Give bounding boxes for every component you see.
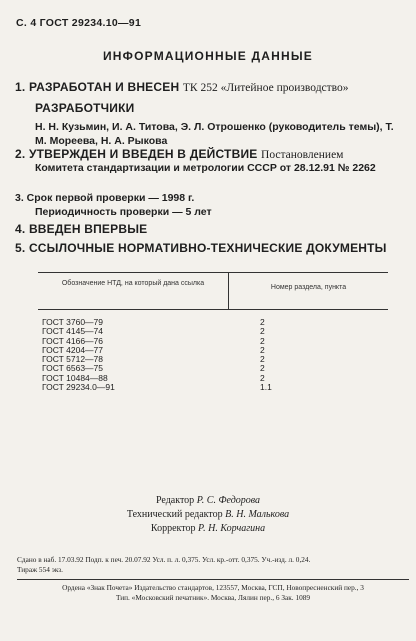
credit-editor — [0, 494, 416, 508]
developers-names: Н. Н. Кузьмин, И. А. Титова, Э. Л. Отрошенко (руководитель темы), Т. М. Мореева, Н. А. Рыкова — [35, 121, 394, 147]
table-cell-section: 2 — [260, 326, 265, 337]
credit-proofreader — [0, 522, 416, 536]
credit-editor-name: Р. С. Федорова — [196, 495, 261, 506]
table-cell-designation: ГОСТ 4166—76 — [42, 335, 104, 346]
table-cell-designation: ГОСТ 5712—78 — [42, 354, 104, 365]
imprint-divider — [17, 579, 409, 580]
section-3-line-2: Периодичность проверки — 5 лет — [35, 206, 212, 218]
table-cell-designation: ГОСТ 10484—88 — [42, 372, 108, 383]
table-cell-designation: ГОСТ 4145—74 — [42, 326, 104, 337]
section-4: 4. ВВЕДЕН ВПЕРВЫЕ — [15, 222, 148, 236]
section-3 — [15, 191, 396, 219]
table-cell-section: 2 — [260, 344, 265, 355]
credit-editor-label: Редактор — [155, 495, 195, 506]
table-body — [38, 310, 388, 392]
section-5: 5. ССЫЛОЧНЫЕ НОРМАТИВНО-ТЕХНИЧЕСКИЕ ДОКУМЕНТЫ — [15, 241, 387, 255]
reference-table — [38, 272, 388, 392]
table-cell-section: 2 — [260, 317, 265, 327]
page-title: ИНФОРМАЦИОННЫЕ ДАННЫЕ — [102, 49, 314, 63]
table-cell-designation: ГОСТ 3760—79 — [42, 317, 104, 327]
section-3-line-1: 3. Срок первой проверки — 1998 г. — [15, 192, 195, 204]
table-header-designation: Обозначение НТД, на который дана ссылка — [38, 273, 229, 309]
imprint-publisher-1: Ордена «Знак Почета» Издательство стандартов, 123557, Москва, ГСП, Новопресненский пер., 3 — [62, 583, 364, 592]
table-cell-section: 2 — [260, 354, 265, 365]
section-2-rest: Постановлением — [261, 149, 344, 161]
section-1 — [15, 80, 396, 94]
table-row — [38, 383, 388, 392]
credit-tech-label: Технический редактор — [126, 509, 223, 520]
imprint-line-2: Тираж 554 экз. — [17, 565, 63, 574]
table-cell-section: 2 — [260, 363, 265, 374]
table-cell-designation: ГОСТ 29234.0—91 — [42, 382, 115, 393]
credits — [0, 494, 416, 536]
table-cell-section: 2 — [260, 335, 265, 346]
page-header: С. 4 ГОСТ 29234.10—91 — [16, 17, 142, 29]
section-2 — [15, 147, 396, 161]
section-1-rest: ТК 252 «Литейное производство» — [182, 82, 349, 94]
section-2-heading: 2. УТВЕРЖДЕН И ВВЕДЕН В ДЕЙСТВИЕ — [15, 147, 258, 161]
table-cell-designation: ГОСТ 4204—77 — [42, 344, 104, 355]
developers-heading: РАЗРАБОТЧИКИ — [35, 101, 135, 115]
table-cell-designation: ГОСТ 6563—75 — [42, 363, 104, 374]
table-header-section: Номер раздела, пункта — [270, 284, 347, 291]
credit-tech-name: В. Н. Малькова — [225, 509, 290, 520]
table-header — [38, 273, 388, 310]
imprint — [17, 555, 409, 603]
credit-proof-label: Корректор — [150, 523, 196, 534]
table-cell-section: 1.1 — [260, 382, 272, 393]
section-2-body: Комитета стандартизации и метрологии СССР от 28.12.91 № 2262 — [35, 162, 376, 174]
credit-proof-name: Р. Н. Корчагина — [197, 523, 266, 534]
credit-tech-editor — [0, 508, 416, 522]
imprint-publisher-2: Тип. «Московский печатник». Москва, Лялин пер., 6 Зак. 1089 — [115, 593, 311, 602]
imprint-line-1: Сдано в наб. 17.03.92 Подп. к печ. 20.07.92 Усл. п. л. 0,375. Усл. кр.-отт. 0,375. Уч.-изд. л. 0,24. — [17, 555, 311, 564]
section-1-heading: 1. РАЗРАБОТАН И ВНЕСЕН — [15, 80, 180, 94]
table-cell-section: 2 — [260, 372, 265, 383]
